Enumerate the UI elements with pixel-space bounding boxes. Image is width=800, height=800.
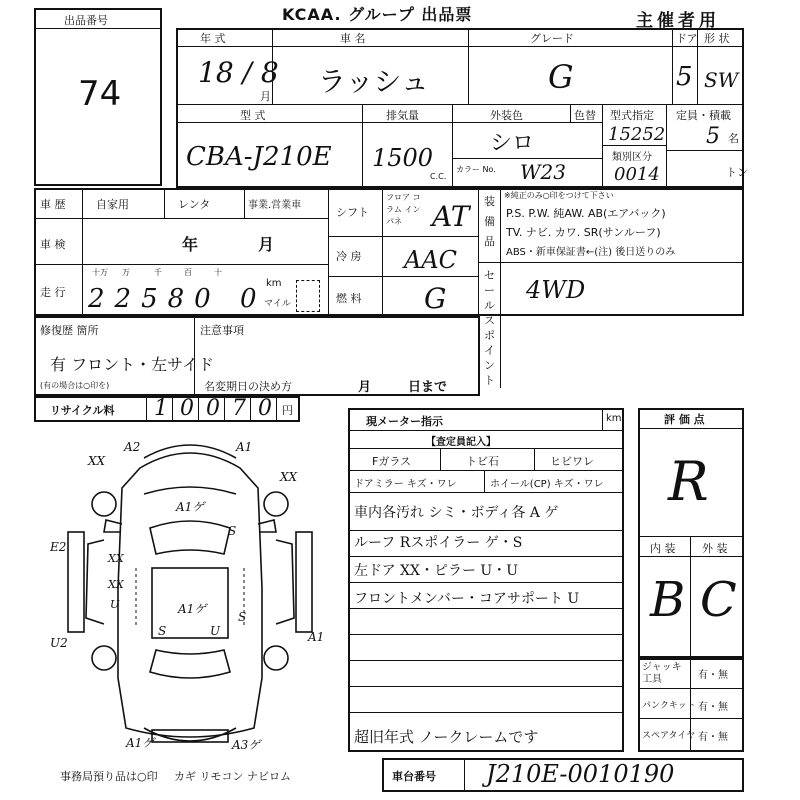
mileage-last-digit: 0 — [240, 284, 257, 314]
glass-label: Fガラス — [372, 455, 411, 468]
jack-row-1-label: ジャッキ工具 — [642, 662, 682, 685]
mark-hood: A1ゲ — [176, 500, 205, 514]
name-change-day: 日まで — [408, 380, 448, 395]
deposit-items: カギ リモコン ナビロム — [174, 770, 291, 783]
ac-value: AAC — [404, 246, 458, 274]
color-no-value: W23 — [520, 160, 567, 184]
capacity-value: 5 — [706, 124, 720, 149]
fuel-value: G — [424, 282, 447, 315]
mileage-label: 走 行 — [40, 286, 66, 299]
digit-1k: 千 — [154, 268, 162, 277]
sales-point-value: 4WD — [526, 276, 586, 304]
jack-row-3-label: スペアタイヤ — [642, 731, 696, 741]
mark-rear: A1ゲ — [126, 736, 155, 750]
notes-label: 注意事項 — [200, 324, 244, 337]
displacement-unit: C.C. — [430, 172, 447, 181]
car-name-value: ラッシュ — [318, 65, 429, 98]
deposit-note: 事務局預り品は○印 — [60, 770, 158, 783]
rating-value: R — [668, 450, 709, 513]
lot-number-value: 74 — [78, 74, 122, 114]
mark-rear-2: A3ゲ — [232, 738, 261, 752]
organizer-label: 主催者用 — [636, 11, 720, 31]
recycle-digit-3: 0 — [206, 396, 220, 421]
name-change-label: 名変期日の決め方 — [204, 380, 292, 393]
year-month-unit: 月 — [260, 90, 271, 103]
mark-xx-1: XX — [108, 552, 124, 565]
mirror-label: ドアミラー キズ・ワレ — [354, 479, 457, 490]
digit-100k: 十万 — [92, 268, 108, 277]
equipment-note: ※純正のみ○印をつけて下さい — [504, 191, 614, 200]
mark-right-rear: A1 — [308, 630, 325, 644]
model-label: 型 式 — [240, 109, 266, 122]
shift-options: フロア コラム インパネ — [386, 193, 421, 226]
mark-u-2: U — [110, 598, 120, 611]
mark-front-top: A2 — [124, 440, 141, 454]
digit-100: 百 — [184, 268, 192, 277]
mark-u-1: U — [210, 624, 221, 638]
door-label: ドア — [676, 32, 698, 45]
mileage-value: 22580 — [88, 284, 221, 314]
equipment-line-2: TV. ナビ. カワ. SR(サンルーフ) — [506, 226, 661, 239]
digit-10: 十 — [214, 268, 222, 277]
inspection-year-unit: 年 — [182, 235, 199, 254]
inspector-comment-4: フロントメンバー・コアサポート U — [354, 591, 580, 607]
history-option-business: 事業.営業車 — [248, 200, 302, 211]
year-value: 18 / 8 — [198, 56, 279, 89]
stone-label: トビ石 — [466, 455, 499, 468]
mile-label: マイル — [264, 299, 291, 309]
color-change-label: 色替 — [574, 109, 596, 122]
recycle-digit-4: 7 — [232, 396, 246, 421]
repair-label: 修復歴 箇所 — [40, 324, 99, 337]
equipment-line-1: P.S. P.W. 純AW. AB(エアバック) — [506, 207, 666, 220]
inspector-label: 【査定員記入】 — [426, 437, 496, 448]
exterior-color-value: シロ — [490, 131, 535, 156]
sales-point-label: セールスポイント — [484, 269, 495, 387]
form-title: KCAA. グループ 出品票 — [282, 5, 473, 24]
car-name-label: 車 名 — [340, 32, 366, 45]
meter-km: km — [606, 413, 622, 424]
history-option-private: 自家用 — [96, 198, 129, 211]
shape-value: SW — [704, 68, 739, 92]
mark-front-right: A1 — [236, 440, 253, 454]
ton-unit: トン — [726, 166, 748, 179]
chassis-label: 車台番号 — [392, 770, 436, 783]
recycle-label: リサイクル料 — [50, 404, 115, 417]
recycle-digit-1: 1 — [154, 396, 168, 421]
shift-label: シフト — [336, 206, 369, 219]
capacity-label: 定員・積載 — [676, 109, 731, 122]
name-change-month: 月 — [358, 380, 372, 395]
displacement-label: 排気量 — [386, 109, 419, 122]
mark-left-side: E2 — [50, 540, 67, 554]
jack-row-1-value: 有・無 — [698, 670, 728, 681]
recycle-digit-2: 0 — [180, 396, 194, 421]
lot-number-box — [34, 8, 162, 186]
mark-right-front: XX — [280, 470, 298, 484]
meter-label: 現メーター指示 — [366, 415, 443, 428]
inspector-comment-3: 左ドア XX・ピラー U・U — [354, 563, 519, 579]
exterior-label: 外 装 — [702, 542, 728, 555]
model-designation-value: 15252 — [608, 124, 666, 145]
mark-front-left: XX — [88, 454, 106, 468]
km-label: km — [266, 278, 282, 289]
model-value: CBA-J210E — [186, 142, 332, 172]
mark-xx-2: XX — [108, 578, 124, 591]
inspector-comment-2: ルーフ Rスポイラー ゲ・S — [354, 535, 523, 551]
fuel-label: 燃 料 — [336, 292, 362, 305]
lot-number-label: 出品番号 — [64, 14, 108, 27]
inspection-label: 車 検 — [40, 238, 66, 251]
repair-value: 有 フロント・左サイド — [50, 355, 214, 374]
rating-label: 評 価 点 — [664, 413, 705, 426]
mark-s-1: S — [228, 524, 237, 538]
capacity-unit: 名 — [728, 132, 739, 145]
shape-label: 形 状 — [704, 32, 730, 45]
jack-row-2-label: パンクキット — [642, 701, 696, 711]
history-option-rental: レンタ — [178, 198, 211, 211]
mark-s-2: S — [158, 624, 167, 638]
mark-left-rear: U2 — [50, 636, 68, 650]
equipment-label: 装備品 — [484, 195, 495, 248]
year-label: 年 式 — [200, 32, 226, 45]
interior-value: B — [650, 572, 686, 628]
history-label: 車 歴 — [40, 198, 66, 211]
inspection-month-unit: 月 — [258, 235, 275, 254]
grade-label: グレード — [530, 32, 574, 45]
equipment-line-3: ABS・新車保証書←(注) 後日送りのみ — [506, 247, 676, 258]
color-no-label: カラー No. — [456, 165, 496, 174]
inspector-comment-1: 車内各汚れ シミ・ボディ各 A ゲ — [354, 505, 559, 521]
model-designation-label: 型式指定 — [610, 109, 654, 122]
jack-row-3-value: 有・無 — [698, 732, 728, 743]
jack-row-2-value: 有・無 — [698, 702, 728, 713]
exterior-value: C — [700, 572, 737, 628]
wheel-label: ホイール(CP) キズ・ワレ — [490, 479, 604, 490]
grade-value: G — [548, 58, 574, 96]
category-label: 類別区分 — [612, 152, 652, 163]
displacement-value: 1500 — [372, 144, 434, 172]
interior-label: 内 装 — [650, 542, 676, 555]
mark-s-3: S — [238, 610, 247, 624]
chassis-value: J210E-0010190 — [486, 760, 675, 788]
mark-roof: A1ゲ — [178, 602, 207, 616]
inspector-final-note: 超旧年式 ノークレームです — [354, 728, 539, 746]
recycle-digit-5: 0 — [258, 396, 272, 421]
digit-10k: 万 — [122, 268, 130, 277]
door-value: 5 — [676, 62, 693, 92]
exterior-color-label: 外装色 — [490, 109, 523, 122]
recycle-yen: 円 — [282, 404, 293, 417]
repair-note: (有の場合は○印を) — [40, 381, 110, 390]
ac-label: 冷 房 — [336, 250, 362, 263]
shift-value: AT — [432, 200, 470, 233]
crack-label: ヒビワレ — [550, 455, 594, 468]
category-value: 0014 — [614, 164, 660, 185]
